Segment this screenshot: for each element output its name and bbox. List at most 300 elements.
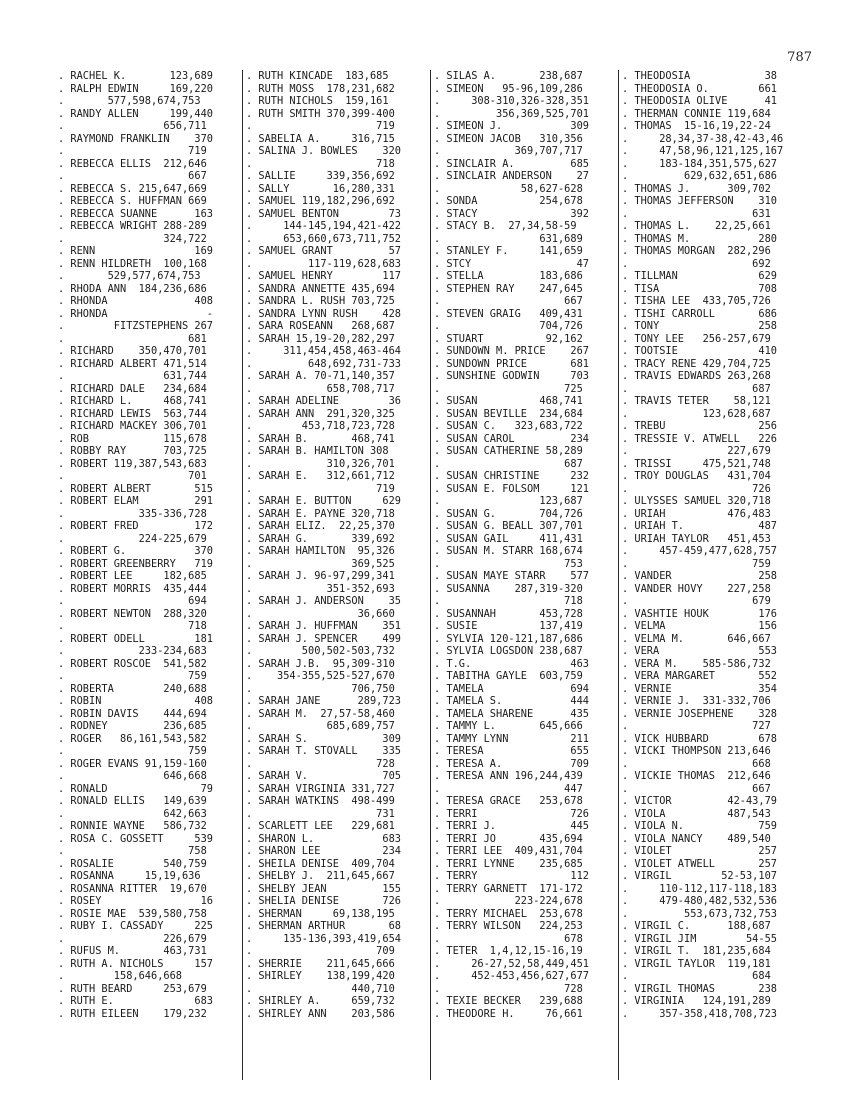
index-entry: . 452-453,456,627,677 bbox=[434, 970, 589, 982]
index-entry: . 58,627-628 bbox=[434, 182, 583, 195]
index-entry: . VERNIE 354 bbox=[622, 682, 777, 695]
index-entry: . SARAH G. 339,692 bbox=[246, 532, 395, 545]
index-entry: . SINCLAIR ANDERSON 27 bbox=[434, 170, 589, 182]
index-entry: . TERESA ANN 196,244,439 bbox=[434, 770, 583, 782]
index-entry: . TEXIE BECKER 239,688 bbox=[434, 995, 583, 1007]
index-entry: . SUSAN CHRISTINE 232 bbox=[434, 470, 589, 482]
index-entry: . SILAS A. 238,687 bbox=[434, 70, 583, 82]
index-entry: . 719 bbox=[246, 482, 395, 495]
index-entry: . RALPH EDWIN 169,220 bbox=[58, 82, 213, 95]
index-entry: . 335-336,728 bbox=[58, 507, 207, 520]
index-entry: . SUNSHINE GODWIN 703 bbox=[434, 370, 589, 382]
index-entry: . 658,708,717 bbox=[246, 382, 395, 395]
index-entry: . TONY 258 bbox=[622, 320, 777, 332]
index-entry: . 233-234,683 bbox=[58, 645, 207, 657]
index-entry: . SALLIE 339,356,692 bbox=[246, 170, 395, 182]
index-entry: . SHIRLEY A. 659,732 bbox=[246, 995, 395, 1007]
index-entry: . VANDER HOVY 227,258 bbox=[622, 582, 771, 595]
index-entry: . TERRY 112 bbox=[434, 870, 589, 882]
index-entry: . RANDY ALLEN 199,440 bbox=[58, 107, 213, 120]
index-entry: . TRAVIS TETER 58,121 bbox=[622, 395, 771, 407]
index-entry: . TILLMAN 629 bbox=[622, 270, 777, 282]
index-entry: . 447 bbox=[434, 782, 583, 795]
index-entry: . RODNEY 236,685 bbox=[58, 720, 207, 732]
index-entry: . 479-480,482,532,536 bbox=[622, 895, 777, 907]
index-entry: . 135-136,393,419,654 bbox=[246, 932, 401, 945]
index-entry: . TISHI CARROLL 686 bbox=[622, 307, 777, 320]
index-entry: . SARAH ADELINE 36 bbox=[246, 395, 401, 407]
index-entry: . 629,632,651,686 bbox=[622, 170, 777, 182]
index-entry: . 183-184,351,575,627 bbox=[622, 157, 777, 170]
index-entry: . SALINA J. BOWLES 320 bbox=[246, 145, 401, 157]
index-entry: . THOMAS M. 280 bbox=[622, 232, 777, 245]
index-entry: . SANDRA LYNN RUSH 428 bbox=[246, 307, 401, 320]
index-entry: . TRESSIE V. ATWELL 226 bbox=[622, 432, 777, 445]
index-entry: . SARAH 15,19-20,282,297 bbox=[246, 332, 395, 345]
index-entry: . TERRY WILSON 224,253 bbox=[434, 920, 583, 932]
index-entry: . SARAH J. ANDERSON 35 bbox=[246, 595, 401, 607]
index-entry: . TERESA GRACE 253,678 bbox=[434, 795, 583, 807]
index-entry: . 308-310,326-328,351 bbox=[434, 95, 589, 107]
index-entry: . RICHARD LEWIS 563,744 bbox=[58, 407, 207, 420]
index-entry: . SARAH HAMILTON 95,326 bbox=[246, 545, 395, 557]
index-entry: . SYLVIA 120-121,187,686 bbox=[434, 632, 583, 645]
column-divider bbox=[430, 70, 431, 1080]
index-entry: . 631 bbox=[622, 207, 771, 220]
index-entry: . ROSALIE 540,759 bbox=[58, 857, 207, 870]
index-entry: . 642,663 bbox=[58, 807, 207, 820]
index-entry: . 753 bbox=[434, 557, 583, 570]
index-entry: . SARAH J. HUFFMAN 351 bbox=[246, 620, 401, 632]
index-entry: . SUSAN BEVILLE 234,684 bbox=[434, 407, 583, 420]
index-entry: . 681 bbox=[58, 332, 207, 345]
index-entry: . ROBERT ELAM 291 bbox=[58, 495, 213, 507]
index-entry: . TRAVIS EDWARDS 263,268 bbox=[622, 370, 771, 382]
index-entry: . VIRGIL THOMAS 238 bbox=[622, 982, 777, 995]
index-entry: . VIRGIL C. 188,687 bbox=[622, 920, 771, 932]
index-entry: . 311,454,458,463-464 bbox=[246, 345, 401, 357]
index-entry: . STCY 47 bbox=[434, 257, 589, 270]
index-entry: . 759 bbox=[58, 670, 207, 682]
index-entry: . TABITHA GAYLE 603,759 bbox=[434, 670, 583, 682]
index-entry: . TERRY MICHAEL 253,678 bbox=[434, 907, 583, 920]
index-entry: . 719 bbox=[246, 120, 395, 132]
index-entry: . VICKIE THOMAS 212,646 bbox=[622, 770, 771, 782]
index-entry: . VIRGIL TAYLOR 119,181 bbox=[622, 957, 771, 970]
index-entry: . ROBERT NEWTON 288,320 bbox=[58, 607, 207, 620]
index-entry: . SUNDOWN M. PRICE 267 bbox=[434, 345, 589, 357]
index-entry: . SUSAN G. BEALL 307,701 bbox=[434, 520, 583, 532]
index-entry: . RUTH NICHOLS 159,161 bbox=[246, 95, 389, 107]
index-entry: . VIRGIL T. 181,235,684 bbox=[622, 945, 771, 957]
index-entry: . 709 bbox=[246, 945, 395, 957]
index-entry: . 577,598,674,753 bbox=[58, 95, 201, 107]
index-entry: . THOMAS L. 22,25,661 bbox=[622, 220, 771, 232]
index-entry: . SHELBY JEAN 155 bbox=[246, 882, 401, 895]
index-column-2 bbox=[246, 70, 426, 1020]
index-entry: . VELMA M. 646,667 bbox=[622, 632, 771, 645]
index-entry: . VIRGINIA 124,191,289 bbox=[622, 995, 771, 1007]
index-entry: . SANDRA ANNETTE 435,694 bbox=[246, 282, 395, 295]
index-entry: . 356,369,525,701 bbox=[434, 107, 589, 120]
index-entry: . RACHEL K. 123,689 bbox=[58, 70, 213, 82]
index-entry: . 725 bbox=[434, 382, 583, 395]
index-entry: . THOMAS J. 309,702 bbox=[622, 182, 771, 195]
index-entry: . RICHARD MACKEY 306,701 bbox=[58, 420, 207, 432]
index-entry: . SHIRLEY 138,199,420 bbox=[246, 970, 395, 982]
index-entry: . 553,673,732,753 bbox=[622, 907, 777, 920]
index-entry: . 718 bbox=[246, 157, 395, 170]
index-entry: . VELMA 156 bbox=[622, 620, 777, 632]
index-entry: . 704,726 bbox=[434, 320, 583, 332]
index-entry: . SARA ROSEANN 268,687 bbox=[246, 320, 395, 332]
index-entry: . SHIRLEY ANN 203,586 bbox=[246, 1007, 395, 1020]
index-column-1 bbox=[58, 70, 238, 1020]
column-divider bbox=[242, 70, 243, 1080]
index-entry: . 369,525 bbox=[246, 557, 395, 570]
index-entry: . RICHARD L. 468,741 bbox=[58, 395, 207, 407]
index-entry: . 667 bbox=[434, 295, 583, 307]
index-entry: . 667 bbox=[58, 170, 207, 182]
index-entry: . THEODOSIA OLIVE 41 bbox=[622, 95, 777, 107]
index-entry: . REBECCA ELLIS 212,646 bbox=[58, 157, 207, 170]
index-entry: . SARAH VIRGINIA 331,727 bbox=[246, 782, 395, 795]
index-entry: . RONNIE WAYNE 586,732 bbox=[58, 820, 207, 832]
index-entry: . SUSAN GAIL 411,431 bbox=[434, 532, 583, 545]
index-entry: . 759 bbox=[58, 745, 207, 757]
index-entry: . ROSEY 16 bbox=[58, 895, 213, 907]
index-entry: . 646,668 bbox=[58, 770, 207, 782]
index-entry: . ROSIE MAE 539,580,758 bbox=[58, 907, 207, 920]
index-entry: . STANLEY F. 141,659 bbox=[434, 245, 583, 257]
index-entry: . SABELIA A. 316,715 bbox=[246, 132, 395, 145]
index-entry: . STACY 392 bbox=[434, 207, 589, 220]
index-entry: . STELLA 183,686 bbox=[434, 270, 583, 282]
index-entry: . ROBERT 119,387,543,683 bbox=[58, 457, 207, 470]
index-entry: . VERNIE JOSEPHENE 328 bbox=[622, 707, 777, 720]
index-entry: . 47,58,96,121,125,167 bbox=[622, 145, 784, 157]
index-entry: . TERRI 726 bbox=[434, 807, 589, 820]
index-entry: . URIAH 476,483 bbox=[622, 507, 771, 520]
index-entry: . RENN 169 bbox=[58, 245, 213, 257]
index-entry: . ROBERT GREENBERRY 719 bbox=[58, 557, 213, 570]
index-entry: . RUFUS M. 463,731 bbox=[58, 945, 207, 957]
index-entry: . TERRI LEE 409,431,704 bbox=[434, 845, 583, 857]
index-entry: . 758 bbox=[58, 845, 207, 857]
index-entry: . 224-225,679 bbox=[58, 532, 207, 545]
index-entry: . SHARON L. 683 bbox=[246, 832, 401, 845]
index-entry: . 310,326,701 bbox=[246, 457, 395, 470]
index-column-4 bbox=[622, 70, 802, 1020]
index-entry: . TETER 1,4,12,15-16,19 bbox=[434, 945, 583, 957]
index-entry: . TERRI J. 445 bbox=[434, 820, 589, 832]
index-entry: . 728 bbox=[246, 757, 395, 770]
index-entry: . SHERMAN 69,138,195 bbox=[246, 907, 395, 920]
index-entry: . SUSAN C. 323,683,722 bbox=[434, 420, 583, 432]
index-entry: . RUTH BEARD 253,679 bbox=[58, 982, 207, 995]
index-entry: . SAMUEL BENTON 73 bbox=[246, 207, 401, 220]
index-entry: . VERA 553 bbox=[622, 645, 777, 657]
index-entry: . REBECCA SUANNE 163 bbox=[58, 207, 213, 220]
index-entry: . SAMUEL 119,182,296,692 bbox=[246, 195, 395, 207]
index-entry: . 718 bbox=[434, 595, 583, 607]
index-entry: . 324,722 bbox=[58, 232, 207, 245]
index-entry: . ROB 115,678 bbox=[58, 432, 207, 445]
index-entry: . STEVEN GRAIG 409,431 bbox=[434, 307, 583, 320]
index-entry: . 687 bbox=[434, 457, 583, 470]
index-entry: . SARAH JANE 289,723 bbox=[246, 695, 401, 707]
index-entry: . ROBERT ODELL 181 bbox=[58, 632, 213, 645]
index-entry: . SIMEON JACOB 310,356 bbox=[434, 132, 583, 145]
index-entry: . SIMEON J. 309 bbox=[434, 120, 589, 132]
index-entry: . SARAH S. 309 bbox=[246, 732, 401, 745]
index-entry: . SUSAN CATHERINE 58,289 bbox=[434, 445, 583, 457]
index-entry: . VIOLET 257 bbox=[622, 845, 777, 857]
index-entry: . 117-119,628,683 bbox=[246, 257, 401, 270]
index-entry: . 728 bbox=[434, 982, 583, 995]
index-entry: . REBECCA S. 215,647,669 bbox=[58, 182, 207, 195]
index-entry: . URIAH TAYLOR 451,453 bbox=[622, 532, 771, 545]
index-entry: . ROBIN 408 bbox=[58, 695, 213, 707]
index-entry: . RHONDA 408 bbox=[58, 295, 213, 307]
index-entry: . SUSAN M. STARR 168,674 bbox=[434, 545, 583, 557]
index-entry: . RUTH A. NICHOLS 157 bbox=[58, 957, 213, 970]
index-entry: . ROBBY RAY 703,725 bbox=[58, 445, 207, 457]
index-entry: . SUSIE 137,419 bbox=[434, 620, 583, 632]
index-entry: . ROSA C. GOSSETT 539 bbox=[58, 832, 213, 845]
index-entry: . SARAH J. 96-97,299,341 bbox=[246, 570, 395, 582]
index-entry: . SAMUEL HENRY 117 bbox=[246, 270, 401, 282]
index-entry: . SARAH M. 27,57-58,460 bbox=[246, 707, 395, 720]
index-entry: . ROBERTA 240,688 bbox=[58, 682, 207, 695]
index-entry: . 759 bbox=[622, 557, 771, 570]
index-entry: . SARAH B. 468,741 bbox=[246, 432, 395, 445]
index-entry: . TROY DOUGLAS 431,704 bbox=[622, 470, 771, 482]
index-entry: . TAMELA S. 444 bbox=[434, 695, 589, 707]
index-entry: . FITZSTEPHENS 267 bbox=[58, 320, 213, 332]
index-entry: . SUSANNAH 453,728 bbox=[434, 607, 583, 620]
index-entry: . ULYSSES SAMUEL 320,718 bbox=[622, 495, 771, 507]
index-entry: . TAMELA SHARENE 435 bbox=[434, 707, 589, 720]
index-entry: . ROSANNA 15,19,636 bbox=[58, 870, 201, 882]
index-entry: . RUTH SMITH 370,399-400 bbox=[246, 107, 395, 120]
index-entry: . VICTOR 42-43,79 bbox=[622, 795, 777, 807]
index-entry: . SUSAN MAYE STARR 577 bbox=[434, 570, 589, 582]
index-entry: . SHEILA DENISE 409,704 bbox=[246, 857, 395, 870]
index-entry: . 694 bbox=[58, 595, 207, 607]
index-entry: . 123,687 bbox=[434, 495, 583, 507]
index-entry: . VIOLET ATWELL 257 bbox=[622, 857, 777, 870]
index-entry: . THEODOSIA 38 bbox=[622, 70, 777, 82]
index-entry: . 529,577,674,753 bbox=[58, 270, 201, 282]
page-number: 787 bbox=[787, 50, 812, 65]
index-entry: . RHONDA - bbox=[58, 307, 213, 320]
index-entry: . VIOLA N. 759 bbox=[622, 820, 777, 832]
index-entry: . 706,750 bbox=[246, 682, 395, 695]
index-entry: . RHODA ANN 184,236,686 bbox=[58, 282, 207, 295]
index-entry: . SARAH J.B. 95,309-310 bbox=[246, 657, 395, 670]
index-entry: . URIAH T. 487 bbox=[622, 520, 777, 532]
index-entry: . TERESA A. 709 bbox=[434, 757, 589, 770]
index-entry: . 727 bbox=[622, 720, 771, 732]
index-entry: . TOOTSIE 410 bbox=[622, 345, 777, 357]
index-entry: . SARAH A. 70-71,140,357 bbox=[246, 370, 395, 382]
index-entry: . ROBERT LEE 182,685 bbox=[58, 570, 207, 582]
index-entry: . TONY LEE 256-257,679 bbox=[622, 332, 771, 345]
index-entry: . VERA MARGARET 552 bbox=[622, 670, 777, 682]
index-entry: . 687 bbox=[622, 382, 771, 395]
index-entry: . RENN HILDRETH 100,168 bbox=[58, 257, 207, 270]
index-entry: . 679 bbox=[622, 595, 771, 607]
index-entry: . 123,628,687 bbox=[622, 407, 771, 420]
index-entry: . RICHARD DALE 234,684 bbox=[58, 382, 207, 395]
index-entry: . 719 bbox=[58, 145, 207, 157]
index-entry: . 144-145,194,421-422 bbox=[246, 220, 401, 232]
index-column-3 bbox=[434, 70, 614, 1020]
index-entry: . ROBERT FRED 172 bbox=[58, 520, 213, 532]
index-entry: . T.G. 463 bbox=[434, 657, 589, 670]
index-entry: . ROBERT ROSCOE 541,582 bbox=[58, 657, 207, 670]
index-entry: . SARAH WATKINS 498-499 bbox=[246, 795, 395, 807]
index-entry: . STACY B. 27,34,58-59 bbox=[434, 220, 577, 232]
index-entry: . TERRY GARNETT 171-172 bbox=[434, 882, 583, 895]
index-entry: . 500,502-503,732 bbox=[246, 645, 395, 657]
index-entry: . VIOLA NANCY 489,540 bbox=[622, 832, 771, 845]
index-entry: . 692 bbox=[622, 257, 771, 270]
index-entry: . SONDA 254,678 bbox=[434, 195, 583, 207]
index-entry: . SANDRA L. RUSH 703,725 bbox=[246, 295, 395, 307]
index-entry: . REBECCA S. HUFFMAN 669 bbox=[58, 195, 207, 207]
index-entry: . SYLVIA LOGSDON 238,687 bbox=[434, 645, 583, 657]
index-entry: . SUSAN 468,741 bbox=[434, 395, 583, 407]
index-entry: . RONALD ELLIS 149,639 bbox=[58, 795, 207, 807]
index-entry: . TISHA LEE 433,705,726 bbox=[622, 295, 771, 307]
index-entry: . SUSAN CAROL 234 bbox=[434, 432, 589, 445]
index-entry: . VASHTIE HOUK 176 bbox=[622, 607, 777, 620]
index-entry: . SALLY 16,280,331 bbox=[246, 182, 395, 195]
index-entry: . 678 bbox=[434, 932, 583, 945]
index-entry: . 354-355,525-527,670 bbox=[246, 670, 395, 682]
index-entry: . SCARLETT LEE 229,681 bbox=[246, 820, 395, 832]
index-entry: . SINCLAIR A. 685 bbox=[434, 157, 589, 170]
index-entry: . 226,679 bbox=[58, 932, 207, 945]
index-entry: . SARAH J. SPENCER 499 bbox=[246, 632, 401, 645]
index-entry: . VANDER 258 bbox=[622, 570, 777, 582]
index-entry: . SAMUEL GRANT 57 bbox=[246, 245, 401, 257]
index-entry: . 631,744 bbox=[58, 370, 207, 382]
index-entry: . SUSAN E. FOLSOM 121 bbox=[434, 482, 589, 495]
index-entry: . VIOLA 487,543 bbox=[622, 807, 771, 820]
index-entry: . SARAH T. STOVALL 335 bbox=[246, 745, 401, 757]
index-entry: . RUTH E. 683 bbox=[58, 995, 213, 1007]
index-entry: . SARAH E. PAYNE 320,718 bbox=[246, 507, 395, 520]
index-entry: . SARAH ANN 291,320,325 bbox=[246, 407, 395, 420]
index-entry: . SARAH E. 312,661,712 bbox=[246, 470, 395, 482]
index-entry: . RAYMOND FRANKLIN 370 bbox=[58, 132, 213, 145]
index-entry: . TERRI JO 435,694 bbox=[434, 832, 583, 845]
index-entry: . 731 bbox=[246, 807, 395, 820]
index-entry: . 668 bbox=[622, 757, 771, 770]
index-entry: . ROSANNA RITTER 19,670 bbox=[58, 882, 207, 895]
name-index bbox=[58, 70, 798, 1080]
index-entry: . TERESA 655 bbox=[434, 745, 589, 757]
column-divider bbox=[618, 70, 619, 1080]
index-entry: . 718 bbox=[58, 620, 207, 632]
index-entry: . THOMAS MORGAN 282,296 bbox=[622, 245, 771, 257]
index-entry: . TRACY RENE 429,704,725 bbox=[622, 357, 771, 370]
index-entry: . SARAH V. 705 bbox=[246, 770, 401, 782]
index-entry: . ROGER EVANS 91,159-160 bbox=[58, 757, 207, 770]
index-entry: . 369,707,717 bbox=[434, 145, 583, 157]
index-entry: . 648,692,731-733 bbox=[246, 357, 401, 370]
index-entry: . 701 bbox=[58, 470, 207, 482]
index-entry: . SHELBY J. 211,645,667 bbox=[246, 870, 395, 882]
index-entry: . THEODORE H. 76,661 bbox=[434, 1007, 583, 1020]
index-entry: . ROBERT ALBERT 515 bbox=[58, 482, 213, 495]
index-entry: . SARAH E. BUTTON 629 bbox=[246, 495, 401, 507]
index-entry: . 28,34,37-38,42-43,46 bbox=[622, 132, 784, 145]
index-entry: . STEPHEN RAY 247,645 bbox=[434, 282, 583, 295]
index-entry: . SHARON LEE 234 bbox=[246, 845, 401, 857]
index-entry: . RUBY I. CASSADY 225 bbox=[58, 920, 213, 932]
index-entry: . SUSANNA 287,319-320 bbox=[434, 582, 583, 595]
index-entry: . 685,689,757 bbox=[246, 720, 395, 732]
index-entry: . 684 bbox=[622, 970, 771, 982]
index-entry: . TRISSI 475,521,748 bbox=[622, 457, 771, 470]
index-entry: . TREBU 256 bbox=[622, 420, 777, 432]
index-entry: . 656,711 bbox=[58, 120, 207, 132]
index-entry: . ROBERT G. 370 bbox=[58, 545, 213, 557]
index-entry: . 351-352,693 bbox=[246, 582, 395, 595]
index-entry: . SHELIA DENISE 726 bbox=[246, 895, 401, 907]
index-entry: . 440,710 bbox=[246, 982, 395, 995]
index-entry: . ROGER 86,161,543,582 bbox=[58, 732, 207, 745]
index-entry: . TERRI LYNNE 235,685 bbox=[434, 857, 583, 870]
index-entry: . SIMEON 95-96,109,286 bbox=[434, 82, 583, 95]
index-entry: . SUNDOWN PRICE 681 bbox=[434, 357, 589, 370]
index-entry: . 223-224,678 bbox=[434, 895, 583, 907]
index-entry: . VIRGIL JIM 54-55 bbox=[622, 932, 777, 945]
index-entry: . THOMAS JEFFERSON 310 bbox=[622, 195, 777, 207]
index-entry: . REBECCA WRIGHT 288-289 bbox=[58, 220, 207, 232]
index-entry: . TAMMY LYNN 211 bbox=[434, 732, 589, 745]
index-entry: . RUTH MOSS 178,231,682 bbox=[246, 82, 395, 95]
index-entry: . TAMELA 694 bbox=[434, 682, 589, 695]
index-entry: . 653,660,673,711,752 bbox=[246, 232, 401, 245]
index-entry: . VERNIE J. 331-332,706 bbox=[622, 695, 771, 707]
index-entry: . 457-459,477,628,757 bbox=[622, 545, 777, 557]
index-entry: . 631,689 bbox=[434, 232, 583, 245]
index-entry: . RICHARD ALBERT 471,514 bbox=[58, 357, 207, 370]
index-entry: . ROBIN DAVIS 444,694 bbox=[58, 707, 207, 720]
index-entry: . THOMAS 15-16,19,22-24 bbox=[622, 120, 771, 132]
index-entry: . 726 bbox=[622, 482, 771, 495]
index-entry: . RONALD 79 bbox=[58, 782, 213, 795]
index-entry: . THERMAN CONNIE 119,684 bbox=[622, 107, 771, 120]
index-entry: . SHERMAN ARTHUR 68 bbox=[246, 920, 401, 932]
index-entry: . 357-358,418,708,723 bbox=[622, 1007, 777, 1020]
index-entry: . SUSAN G. 704,726 bbox=[434, 507, 583, 520]
index-entry: . 453,718,723,728 bbox=[246, 420, 395, 432]
index-entry: . RUTH EILEEN 179,232 bbox=[58, 1007, 207, 1020]
index-entry: . 667 bbox=[622, 782, 771, 795]
index-entry: . 110-112,117-118,183 bbox=[622, 882, 777, 895]
index-entry: . VIRGIL 52-53,107 bbox=[622, 870, 777, 882]
index-entry: . SARAH B. HAMILTON 308 bbox=[246, 445, 389, 457]
index-entry: . SARAH ELIZ. 22,25,370 bbox=[246, 520, 395, 532]
index-entry: . RICHARD 350,470,701 bbox=[58, 345, 207, 357]
index-entry: . VICK HUBBARD 678 bbox=[622, 732, 777, 745]
